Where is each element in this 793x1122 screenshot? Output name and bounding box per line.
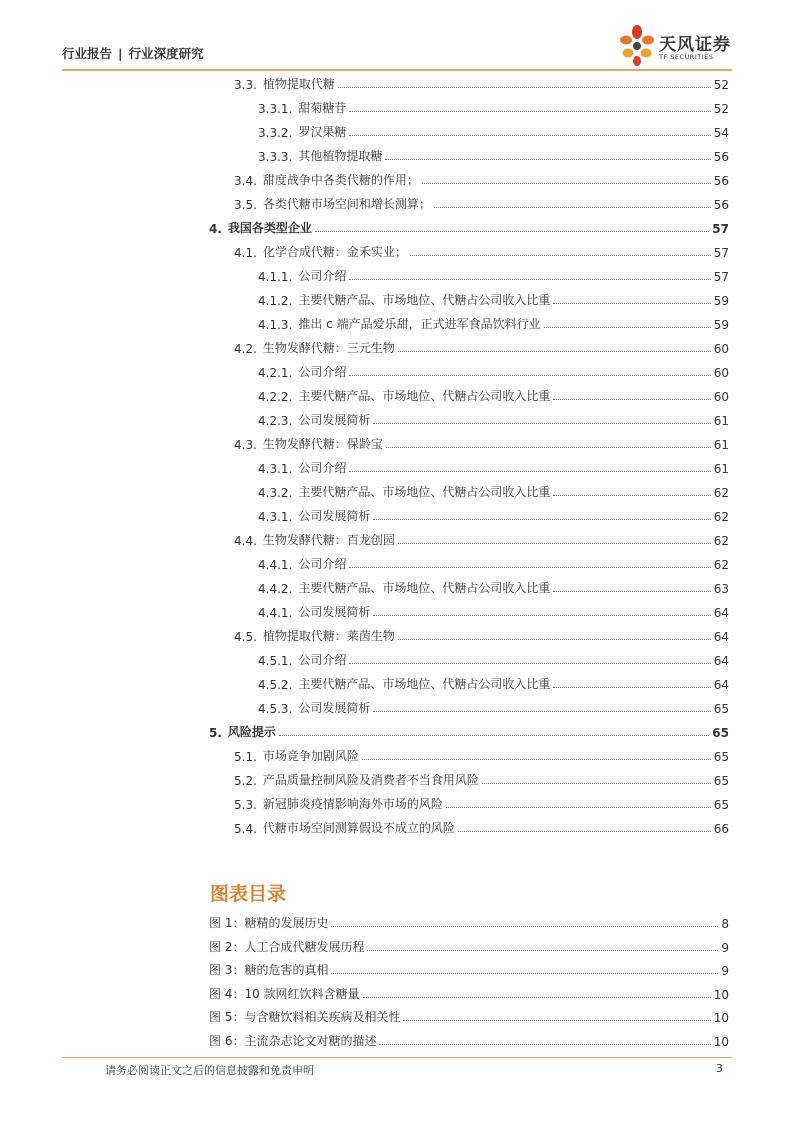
toc-entry[interactable] (258, 356, 729, 380)
toc-entry-title: 其他植物提取糖 (298, 149, 383, 163)
toc-entry-number: 5.2. (234, 774, 257, 788)
toc-leader-dots (349, 375, 710, 376)
toc-entry-page: 61 (713, 462, 729, 476)
toc-entry-title: 公司介绍 (298, 461, 347, 475)
toc-entry-title: 新冠肺炎疫情影响海外市场的风险 (262, 797, 443, 811)
toc-entry[interactable] (234, 740, 729, 764)
toc-entry-title: 生物发酵代糖：三元生物 (262, 341, 395, 355)
figures-heading: 图表目录 (210, 883, 287, 905)
toc-entry[interactable] (234, 620, 729, 644)
header-separator: | (118, 46, 123, 61)
toc-entry-number: 4.4.1. (258, 606, 293, 620)
figure-leader-dots (379, 1044, 710, 1045)
page-header (62, 0, 732, 68)
toc-entry-title: 主要代糖产品、市场地位、代糖占公司收入比重 (298, 485, 551, 499)
toc-leader-dots (373, 423, 710, 424)
figure-entry-page: 8 (721, 917, 729, 931)
toc-entry[interactable] (258, 476, 729, 500)
toc-entry-number: 4.4. (234, 534, 257, 548)
toc-entry-number: 4.4.2. (258, 582, 293, 596)
toc-entry-number: 3.3.2. (258, 126, 293, 140)
toc-entry-title: 公司介绍 (298, 557, 347, 571)
toc-entry-number: 4.4.1. (258, 558, 293, 572)
figure-entry-label: 图 5：与含糖饮料相关疾病及相关性 (209, 1010, 401, 1024)
figure-entry-page: 10 (713, 1034, 729, 1049)
figure-entry[interactable] (209, 956, 729, 978)
toc-leader-dots (349, 111, 710, 112)
figure-entry[interactable] (209, 1027, 729, 1049)
toc-leader-dots (422, 183, 711, 184)
figure-entry-label: 图 1：糖精的发展历史 (209, 916, 329, 930)
toc-entry-title: 主要代糖产品、市场地位、代糖占公司收入比重 (298, 389, 551, 403)
toc-entry-page: 52 (713, 102, 729, 116)
toc-leader-dots (338, 87, 711, 88)
figure-entry-page: 9 (721, 940, 729, 955)
toc-entry-number: 3.3.1. (258, 102, 293, 116)
toc-leader-dots (553, 495, 710, 496)
toc-entry[interactable] (258, 116, 729, 140)
toc-entry-number: 4.1.1. (258, 270, 293, 284)
toc-entry-title: 植物提取代糖 (262, 77, 335, 91)
toc-entry-title: 代糖市场空间测算假设不成立的风险 (262, 821, 455, 835)
toc-leader-dots (349, 663, 710, 664)
toc-entry-title: 罗汉果糖 (298, 125, 347, 139)
toc-entry-title: 植物提取代糖：莱茵生物 (262, 629, 395, 643)
toc-entry-number: 5.1. (234, 750, 257, 764)
toc-entry-title: 公司发展简析 (298, 605, 371, 619)
toc-entry[interactable] (234, 788, 729, 812)
toc-entry-page: 62 (713, 486, 729, 500)
toc-leader-dots (410, 255, 711, 256)
toc-entry-title: 风险提示 (227, 725, 276, 739)
toc-entry-page: 62 (713, 534, 729, 548)
toc-entry-number: 4.3.1. (258, 462, 293, 476)
toc-entry-page: 65 (713, 798, 729, 812)
toc-leader-dots (349, 471, 710, 472)
toc-entry-page: 66 (713, 822, 729, 836)
toc-entry-number: 3.3.3. (258, 150, 293, 164)
toc-leader-dots (544, 327, 711, 328)
toc-entry[interactable] (258, 548, 729, 572)
figure-leader-dots (331, 973, 718, 974)
toc-entry-number: 3.3. (234, 78, 257, 92)
toc-entry-number: 4.3.2. (258, 486, 293, 500)
toc-entry-number: 5.3. (234, 798, 257, 812)
toc-entry-page: 65 (713, 774, 729, 788)
toc-entry-title: 生物发酵代糖：保龄宝 (262, 437, 383, 451)
toc-entry-title: 我国各类型企业 (227, 221, 312, 235)
toc-entry-number: 4.5.3. (258, 702, 293, 716)
toc-entry-title: 市场竞争加剧风险 (262, 749, 359, 763)
toc-entry[interactable] (209, 716, 729, 740)
figure-entry-label: 图 2：人工合成代糖发展历程 (209, 939, 365, 954)
toc-entry[interactable] (258, 596, 729, 620)
toc-entry-page: 65 (713, 702, 729, 716)
toc-entry-number: 3.4. (234, 174, 257, 188)
toc-entry-page: 56 (713, 198, 729, 212)
toc-entry-page: 65 (712, 726, 729, 740)
toc-leader-dots (446, 807, 711, 808)
toc-leader-dots (373, 615, 710, 616)
toc-entry-page: 59 (713, 294, 729, 308)
toc-entry-page: 60 (713, 390, 729, 404)
figure-entry[interactable] (209, 909, 729, 931)
toc-entry[interactable] (234, 428, 729, 452)
figure-leader-dots (363, 997, 711, 998)
footer-disclaimer: 请务必阅读正文之后的信息披露和免责申明 (105, 1064, 314, 1077)
toc-entry[interactable] (234, 524, 729, 548)
toc-entry-page: 57 (712, 222, 729, 236)
page-number: 3 (716, 1062, 723, 1075)
toc-entry-number: 4.3. (234, 438, 257, 452)
toc-entry-number: 4.3.1. (258, 510, 293, 524)
toc-entry-page: 64 (713, 606, 729, 620)
figure-leader-dots (331, 926, 718, 927)
logo-subtext: TF SECURITIES (659, 53, 714, 61)
toc-leader-dots (482, 783, 711, 784)
toc-entry[interactable] (234, 68, 729, 92)
toc-entry[interactable] (234, 332, 729, 356)
figure-entry[interactable] (209, 933, 729, 955)
toc-entry-title: 产品质量控制风险及消费者不当食用风险 (262, 773, 479, 787)
toc-entry-page: 60 (713, 342, 729, 356)
toc-entry-title: 公司发展简析 (298, 509, 371, 523)
toc-leader-dots (398, 543, 711, 544)
toc-leader-dots (385, 159, 710, 160)
toc-entry-page: 64 (713, 630, 729, 644)
report-type (62, 44, 204, 62)
toc-entry[interactable] (258, 284, 729, 308)
toc-entry-page: 61 (713, 414, 729, 428)
toc-entry-number: 4.5. (234, 630, 257, 644)
company-logo (617, 24, 732, 68)
toc-entry-title: 公司介绍 (298, 269, 347, 283)
toc-entry[interactable] (258, 668, 729, 692)
toc-entry-page: 61 (713, 438, 729, 452)
toc-entry-title: 甜度战争中各类代糖的作用； (262, 173, 419, 187)
toc-entry[interactable] (234, 164, 729, 188)
toc-entry-title: 公司发展简析 (298, 413, 371, 427)
toc-entry-page: 59 (713, 318, 729, 332)
toc-leader-dots (315, 231, 709, 232)
toc-entry-page: 52 (713, 78, 729, 92)
toc-entry-page: 62 (713, 510, 729, 524)
toc-entry-number: 5.4. (234, 822, 257, 836)
toc-leader-dots (362, 759, 711, 760)
report-category: 行业报告 (62, 46, 113, 61)
toc-entry[interactable] (258, 452, 729, 476)
toc-entry-title: 推出 c 端产品爱乐甜，正式进军食品饮料行业 (298, 317, 541, 331)
toc-entry-title: 公司发展简析 (298, 701, 371, 715)
toc-entry-number: 4.5.1. (258, 654, 293, 668)
toc-entry-number: 4.1.3. (258, 318, 293, 332)
figure-entry[interactable] (209, 1003, 729, 1025)
toc-entry-number: 4.2.1. (258, 366, 293, 380)
logo-flower-icon (617, 24, 657, 68)
toc-entry-title: 公司介绍 (298, 653, 347, 667)
footer-divider (62, 1057, 732, 1058)
toc-entry-title: 主要代糖产品、市场地位、代糖占公司收入比重 (298, 677, 551, 691)
figure-leader-dots (367, 950, 718, 951)
toc-leader-dots (553, 687, 710, 688)
toc-leader-dots (373, 519, 710, 520)
toc-entry-page: 57 (713, 246, 729, 260)
toc-entry[interactable] (234, 236, 729, 260)
toc-entry-number: 3.5. (234, 198, 257, 212)
toc-entry-number: 4.1. (234, 246, 257, 260)
toc-entry[interactable] (258, 500, 729, 524)
toc-entry-number: 4.2.2. (258, 390, 293, 404)
toc-leader-dots (553, 399, 710, 400)
toc-entry-number: 4.1.2. (258, 294, 293, 308)
toc-entry-title: 化学合成代糖：金禾实业； (262, 245, 407, 259)
toc-entry-page: 56 (713, 150, 729, 164)
figure-entry-label: 图 3：糖的危害的真相 (209, 963, 329, 977)
toc-entry[interactable] (258, 404, 729, 428)
toc-entry-number: 4.5.2. (258, 678, 293, 692)
toc-leader-dots (349, 279, 710, 280)
toc-entry-title: 公司介绍 (298, 365, 347, 379)
toc-entry[interactable] (234, 764, 729, 788)
figure-leader-dots (403, 1020, 710, 1021)
toc-entry-page: 56 (713, 174, 729, 188)
toc-entry-page: 64 (713, 678, 729, 692)
figure-entry-page: 9 (721, 964, 729, 978)
toc-entry-number: 5. (209, 726, 222, 740)
toc-entry-page: 64 (713, 654, 729, 668)
toc-leader-dots (349, 135, 710, 136)
figure-entry-label: 图 6：主流杂志论文对糖的描述 (209, 1033, 377, 1048)
toc-leader-dots (553, 591, 710, 592)
toc-entry-title: 各类代糖市场空间和增长测算； (262, 197, 431, 211)
toc-entry-number: 4. (209, 222, 222, 236)
toc-entry-title: 甜菊糖苷 (298, 101, 347, 115)
toc-entry[interactable] (258, 572, 729, 596)
toc-leader-dots (386, 447, 711, 448)
toc-leader-dots (398, 639, 711, 640)
logo-text: 天风证券 (659, 35, 731, 55)
toc-entry[interactable] (258, 260, 729, 284)
toc-entry[interactable] (258, 380, 729, 404)
toc-entry[interactable] (258, 92, 729, 116)
toc-leader-dots (279, 735, 709, 736)
toc-entry-page: 62 (713, 558, 729, 572)
toc-entry-page: 65 (713, 750, 729, 764)
toc-entry[interactable] (258, 140, 729, 164)
toc-leader-dots (553, 303, 710, 304)
toc-leader-dots (398, 351, 711, 352)
toc-leader-dots (349, 567, 710, 568)
figure-entry-page: 10 (713, 1011, 729, 1025)
toc-entry[interactable] (258, 692, 729, 716)
figure-entry-label: 图 4：10 款网红饮料含糖量 (209, 986, 360, 1001)
toc-entry-page: 57 (713, 270, 729, 284)
toc-entry[interactable] (258, 308, 729, 332)
toc-entry[interactable] (234, 812, 729, 836)
figure-entry[interactable] (209, 980, 729, 1002)
toc-entry[interactable] (258, 644, 729, 668)
toc-entry[interactable] (209, 212, 729, 236)
toc-leader-dots (373, 711, 710, 712)
toc-leader-dots (434, 207, 711, 208)
toc-entry-page: 63 (713, 582, 729, 596)
toc-leader-dots (458, 831, 711, 832)
toc-entry-number: 4.2.3. (258, 414, 293, 428)
figure-entry-page: 10 (713, 987, 729, 1002)
toc-entry-number: 4.2. (234, 342, 257, 356)
toc-entry-title: 主要代糖产品、市场地位、代糖占公司收入比重 (298, 581, 551, 595)
toc-entry-page: 54 (713, 126, 729, 140)
toc-entry[interactable] (234, 188, 729, 212)
toc-entry-title: 主要代糖产品、市场地位、代糖占公司收入比重 (298, 293, 551, 307)
toc-entry-title: 生物发酵代糖：百龙创园 (262, 533, 395, 547)
toc-entry-page: 60 (713, 366, 729, 380)
report-subcategory: 行业深度研究 (128, 46, 204, 61)
